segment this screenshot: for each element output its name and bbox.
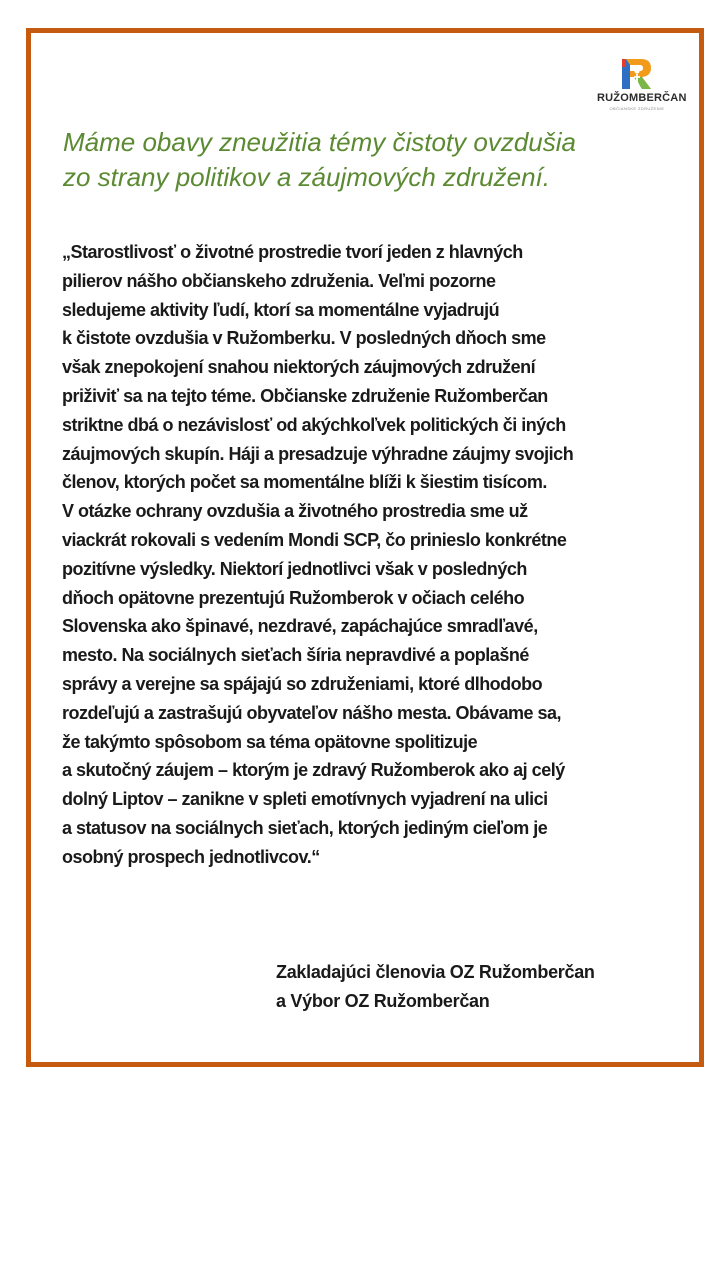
body-line: striktne dbá o nezávislosť od akýchkoľvek politických či iných xyxy=(62,414,566,435)
ruzomberčan-r-logo-icon xyxy=(597,55,677,93)
body-line: mesto. Na sociálnych sieťach šíria nepravdivé a poplašné xyxy=(62,645,529,666)
body-line: členov, ktorých počet sa momentálne blíži k šiestim tisícom. xyxy=(62,472,547,493)
body-line: k čistote ovzdušia v Ružomberku. V posledných dňoch sme xyxy=(62,328,546,349)
body-line: V otázke ochrany ovzdušia a životného prostredia sme už xyxy=(62,501,528,522)
body-line: priživiť sa na tejto téme. Občianske združenie Ružomberčan xyxy=(62,385,548,406)
body-line: Slovenska ako špinavé, nezdravé, zapáchajúce smradľavé, xyxy=(62,616,538,637)
logo-name: RUŽOMBERČAN xyxy=(597,92,687,104)
body-line: správy a verejne sa spájajú so združeniami, ktoré dlhodobo xyxy=(62,673,543,694)
body-line: dolný Liptov – zanikne v spleti emotívnych vyjadrení na ulici xyxy=(62,789,548,810)
ruzomberčan-logo xyxy=(597,55,687,125)
signature xyxy=(276,958,595,1016)
body-line: dňoch opätovne prezentujú Ružomberok v očiach celého xyxy=(62,587,525,608)
body-line: však znepokojení snahou niektorých záujmových združení xyxy=(62,357,536,378)
signature-line: Zakladajúci členovia OZ Ružomberčan xyxy=(276,962,595,982)
signature-line: a Výbor OZ Ružomberčan xyxy=(276,991,490,1011)
headline-line: Máme obavy zneužitia témy čistoty ovzdušia xyxy=(63,127,576,157)
body-line: sledujeme aktivity ľudí, ktorí sa momentálne vyjadrujú xyxy=(62,299,500,320)
headline xyxy=(63,125,683,195)
body-line: a statusov na sociálnych sieťach, ktorých jediným cieľom je xyxy=(62,817,548,838)
body-line: osobný prospech jednotlivcov.“ xyxy=(62,846,320,867)
body-line: pozitívne výsledky. Niektorí jednotlivci však v posledných xyxy=(62,558,527,579)
body-line: viackrát rokovali s vedením Mondi SCP, čo prinieslo konkrétne xyxy=(62,529,567,550)
body-line: a skutočný záujem – ktorým je zdravý Ružomberok ako aj celý xyxy=(62,760,565,781)
headline-line: zo strany politikov a záujmových združení. xyxy=(63,162,550,192)
body-line: pilierov nášho občianskeho združenia. Veľmi pozorne xyxy=(62,270,496,291)
statement-body xyxy=(62,238,692,872)
document-frame xyxy=(26,28,704,1067)
logo-subtitle: OBČIANSKE ZDRUŽENIE xyxy=(609,106,665,111)
body-line: rozdeľujú a zastrašujú obyvateľov nášho mesta. Obávame sa, xyxy=(62,702,562,723)
body-line: že takýmto spôsobom sa téma opätovne spolitizuje xyxy=(62,731,478,752)
body-line: „Starostlivosť o životné prostredie tvorí jeden z hlavných xyxy=(62,242,523,262)
body-line: záujmových skupín. Háji a presadzuje výhradne záujmy svojich xyxy=(62,443,574,464)
